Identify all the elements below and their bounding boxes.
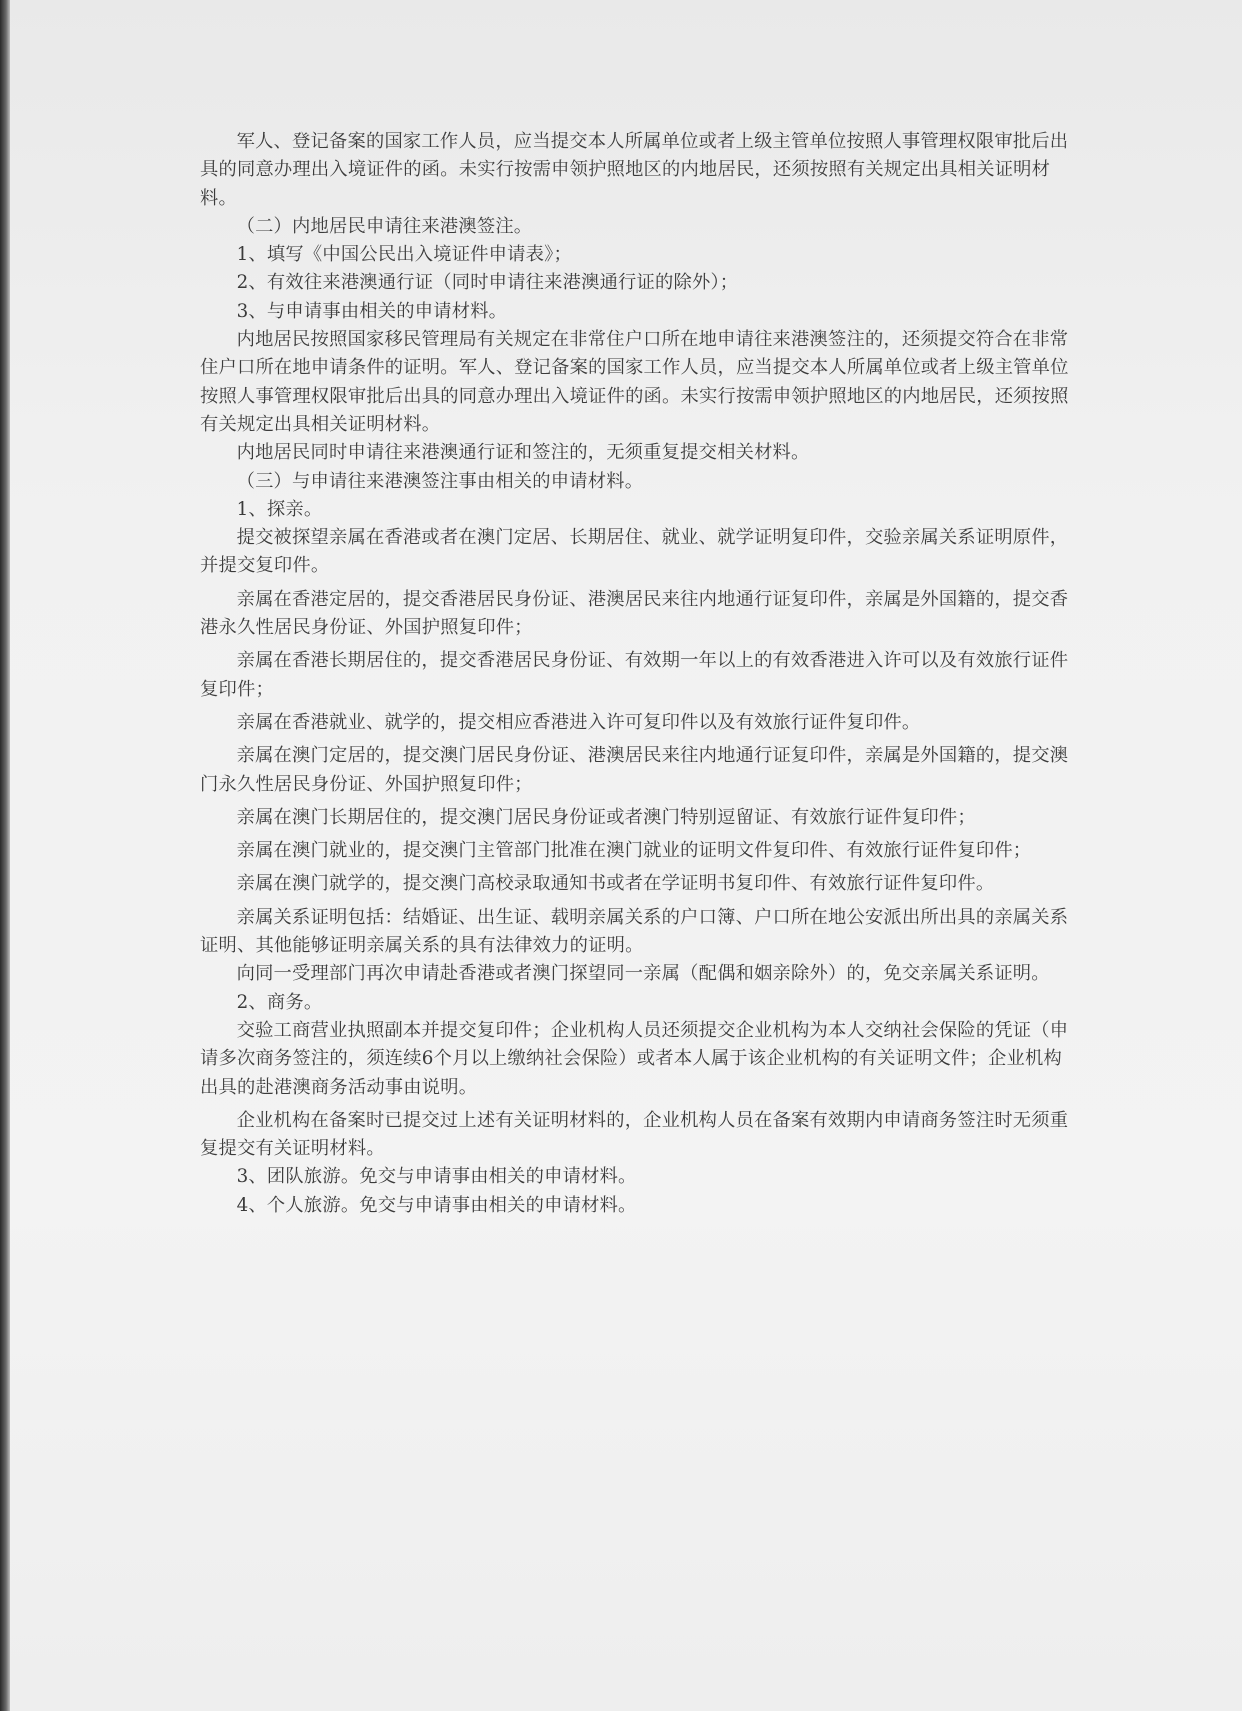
paragraph: 交验工商营业执照副本并提交复印件；企业机构人员还须提交企业机构为本人交纳社会保险的凭证（申请多次商务签注的，须连续6个月以上缴纳社会保险）或者本人属于该企业机构的有关证明文件；企业机构出具的赴港澳商务活动事由说明。 [200,1019,1069,1098]
paragraph: 亲属在澳门就学的，提交澳门高校录取通知书或者在学证明书复印件、有效旅行证件复印件。 [236,873,995,895]
paragraph: 内地居民按照国家移民管理局有关规定在非常住户口所在地申请往来港澳签注的，还须提交符合在非常住户口所在地申请条件的证明。军人、登记备案的国家工作人员，应当提交本人所属单位或者上级主管单位按照人事管理权限审批后出具的同意办理出入境证件的函。未实行按需申领护照地区的内地居民，还须按照有关规定出具相关证明材料。 [200,329,1069,435]
subsection-heading: 2、商务。 [236,991,323,1013]
paragraph: 亲属在香港定居的，提交香港居民身份证、港澳居民来往内地通行证复印件，亲属是外国籍的，提交香港永久性居民身份证、外国护照复印件； [200,588,1069,639]
subsection-heading: 1、探亲。 [236,498,323,520]
section-heading: （二）内地居民申请往来港澳签注。 [236,215,533,237]
paragraph: 军人、登记备案的国家工作人员，应当提交本人所属单位或者上级主管单位按照人事管理权限审批后出具的同意办理出入境证件的函。未实行按需申领护照地区的内地居民，还须按照有关规定出具相关证明材料。 [200,131,1069,209]
scan-page-edge [0,0,10,1711]
paragraph: 内地居民同时申请往来港澳通行证和签注的，无须重复提交相关材料。 [236,442,810,464]
section-heading: （三）与申请往来港澳签注事由相关的申请材料。 [236,470,644,492]
paragraph: 亲属在香港长期居住的，提交香港居民身份证、有效期一年以上的有效香港进入许可以及有效旅行证件复印件； [200,650,1069,700]
subsection-heading: 4、个人旅游。免交与申请事由相关的申请材料。 [236,1194,637,1216]
paragraph: 亲属在澳门长期居住的，提交澳门居民身份证或者澳门特别逗留证、有效旅行证件复印件； [236,806,976,828]
paragraph: 提交被探望亲属在香港或者在澳门定居、长期居住、就业、就学证明复印件，交验亲属关系证明原件，并提交复印件。 [200,527,1069,577]
subsection-heading: 3、团队旅游。免交与申请事由相关的申请材料。 [236,1166,637,1188]
paragraph: 亲属在澳门定居的，提交澳门居民身份证、港澳居民来往内地通行证复印件，亲属是外国籍的，提交澳门永久性居民身份证、外国护照复印件； [200,745,1069,795]
list-item: 1、填写《中国公民出入境证件申请表》； [236,244,572,266]
paragraph: 亲属在香港就业、就学的，提交相应香港进入许可复印件以及有效旅行证件复印件。 [236,711,921,733]
paragraph: 亲属在澳门就业的，提交澳门主管部门批准在澳门就业的证明文件复印件、有效旅行证件复印件； [236,840,1032,862]
paragraph: 向同一受理部门再次申请赴香港或者澳门探望同一亲属（配偶和姻亲除外）的，免交亲属关系证明。 [236,963,1050,985]
list-item: 2、有效往来港澳通行证（同时申请往来港澳通行证的除外）； [236,272,739,294]
paragraph: 企业机构在备案时已提交过上述有关证明材料的，企业机构人员在备案有效期内申请商务签注时无须重复提交有关证明材料。 [200,1109,1069,1160]
document-body [200,128,1070,1220]
paragraph: 亲属关系证明包括：结婚证、出生证、载明亲属关系的户口簿、户口所在地公安派出所出具的亲属关系证明、其他能够证明亲属关系的具有法律效力的证明。 [200,906,1069,957]
list-item: 3、与申请事由相关的申请材料。 [236,300,508,322]
